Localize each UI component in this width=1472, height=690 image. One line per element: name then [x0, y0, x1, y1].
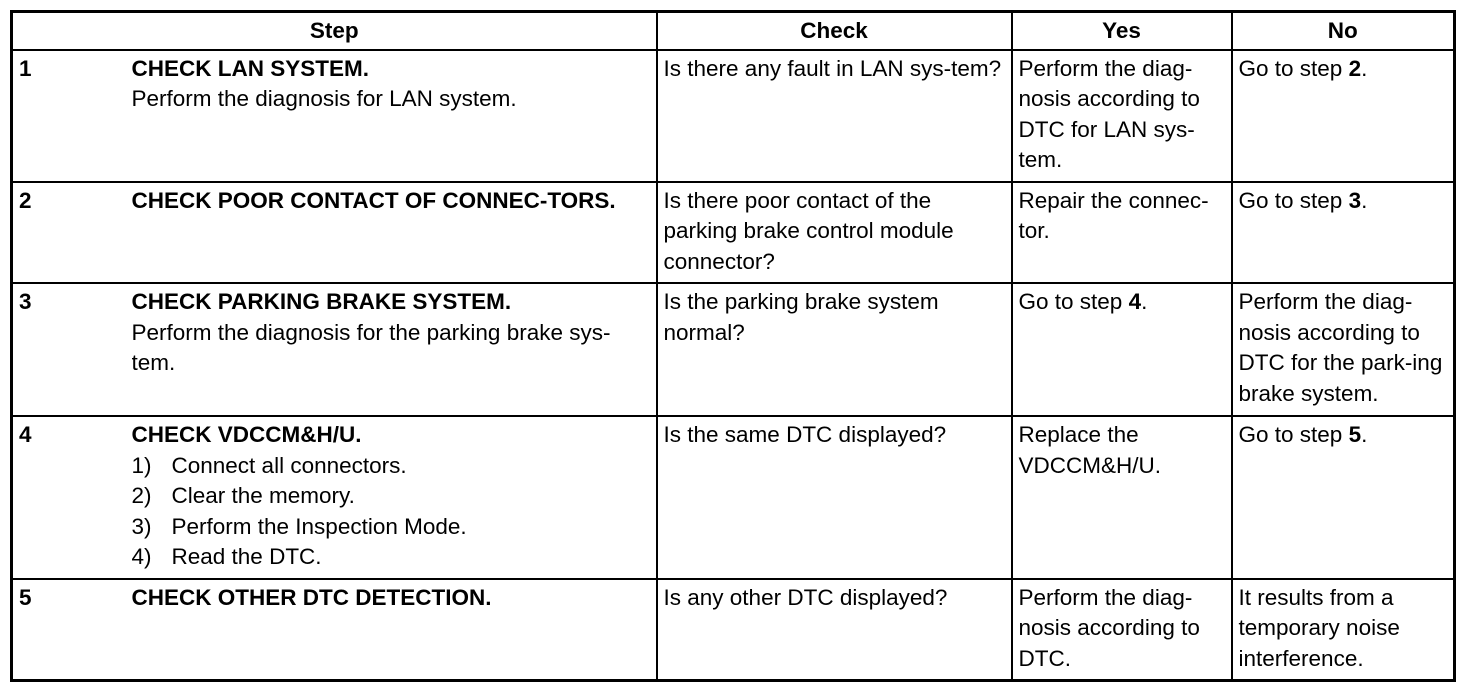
no-cell	[1232, 283, 1455, 416]
no-cell	[1232, 579, 1455, 681]
step-title: CHECK OTHER DTC DETECTION.	[131, 584, 492, 610]
go-to-step: Go to step 2.	[1238, 55, 1368, 81]
yes-cell-text: Perform the diag-nosis according to DTC.	[1018, 584, 1200, 671]
step-description: Perform the diagnosis for LAN system.	[131, 86, 517, 111]
go-to-step-label: Go to step	[1238, 422, 1349, 447]
yes-cell-text: Perform the diag-nosis according to DTC for LAN sys-tem.	[1018, 55, 1200, 172]
check-cell: Is there poor contact of the parking brake control module connector?	[657, 182, 1012, 284]
table-row	[12, 182, 1455, 284]
step-title: CHECK PARKING BRAKE SYSTEM.	[131, 289, 512, 314]
go-to-step: Go to step 3.	[1238, 187, 1368, 213]
step-description: Perform the diagnosis for the parking brake sys-tem.	[131, 319, 611, 375]
go-to-step: Go to step 4.	[1018, 289, 1148, 314]
step-title: CHECK LAN SYSTEM.	[131, 55, 370, 81]
substep-text: Perform the Inspection Mode.	[171, 513, 467, 539]
check-cell: Is the same DTC displayed?	[657, 416, 1012, 579]
list-item	[132, 512, 650, 543]
table-row	[12, 50, 1455, 182]
substep-list	[132, 451, 650, 573]
yes-cell	[1012, 50, 1232, 182]
step-number: 5	[12, 579, 132, 681]
go-to-step-number: 5	[1348, 422, 1362, 447]
step-number: 1	[12, 50, 132, 182]
step-title: CHECK POOR CONTACT OF CONNEC-TORS.	[131, 187, 616, 213]
table-body	[12, 50, 1455, 681]
step-number: 2	[12, 182, 132, 284]
table-row	[12, 416, 1455, 579]
step-content	[132, 50, 657, 182]
substep-text: Read the DTC.	[171, 544, 322, 569]
diagnostic-page	[10, 10, 1456, 682]
go-to-step-label: Go to step	[1018, 289, 1129, 314]
substep-text: Connect all connectors.	[171, 452, 407, 478]
header-check: Check	[657, 12, 1012, 50]
substep-text: Clear the memory.	[171, 483, 355, 508]
step-number: 4	[12, 416, 132, 579]
no-cell-text: Perform the diag-nosis according to DTC for the park-ing brake system.	[1238, 289, 1443, 406]
list-item	[132, 451, 650, 482]
list-item	[132, 542, 650, 573]
no-cell	[1232, 50, 1455, 182]
step-content	[132, 182, 657, 284]
yes-cell	[1012, 182, 1232, 284]
diagnostic-table	[10, 10, 1456, 682]
yes-cell	[1012, 579, 1232, 681]
go-to-step-label: Go to step	[1238, 55, 1349, 81]
go-to-step-number: 4	[1128, 289, 1142, 314]
substep-number: 2)	[131, 483, 152, 508]
header-step: Step	[12, 12, 657, 50]
substep-number: 4)	[131, 544, 152, 569]
step-content	[132, 416, 657, 579]
yes-cell-text: Repair the connec-tor.	[1018, 187, 1209, 243]
yes-cell	[1012, 283, 1232, 416]
substep-number: 3)	[131, 513, 152, 539]
step-title: CHECK VDCCM&H/U.	[131, 422, 362, 447]
no-cell-text: It results from a temporary noise interference.	[1238, 584, 1400, 671]
go-to-step-number: 3	[1348, 187, 1362, 213]
go-to-step-label: Go to step	[1238, 187, 1349, 213]
table-row	[12, 579, 1455, 681]
go-to-step-number: 2	[1348, 55, 1362, 81]
go-to-step: Go to step 5.	[1238, 422, 1368, 447]
list-item	[132, 481, 650, 512]
table-row	[12, 283, 1455, 416]
step-number: 3	[12, 283, 132, 416]
header-yes: Yes	[1012, 12, 1232, 50]
yes-cell	[1012, 416, 1232, 579]
no-cell	[1232, 416, 1455, 579]
header-no: No	[1232, 12, 1455, 50]
check-cell: Is the parking brake system normal?	[657, 283, 1012, 416]
check-cell: Is any other DTC displayed?	[657, 579, 1012, 681]
check-cell: Is there any fault in LAN sys-tem?	[657, 50, 1012, 182]
step-content	[132, 283, 657, 416]
substep-number: 1)	[131, 452, 152, 478]
no-cell	[1232, 182, 1455, 284]
yes-cell-text: Replace the VDCCM&H/U.	[1018, 422, 1162, 478]
header-row	[12, 12, 1455, 50]
step-content	[132, 579, 657, 681]
